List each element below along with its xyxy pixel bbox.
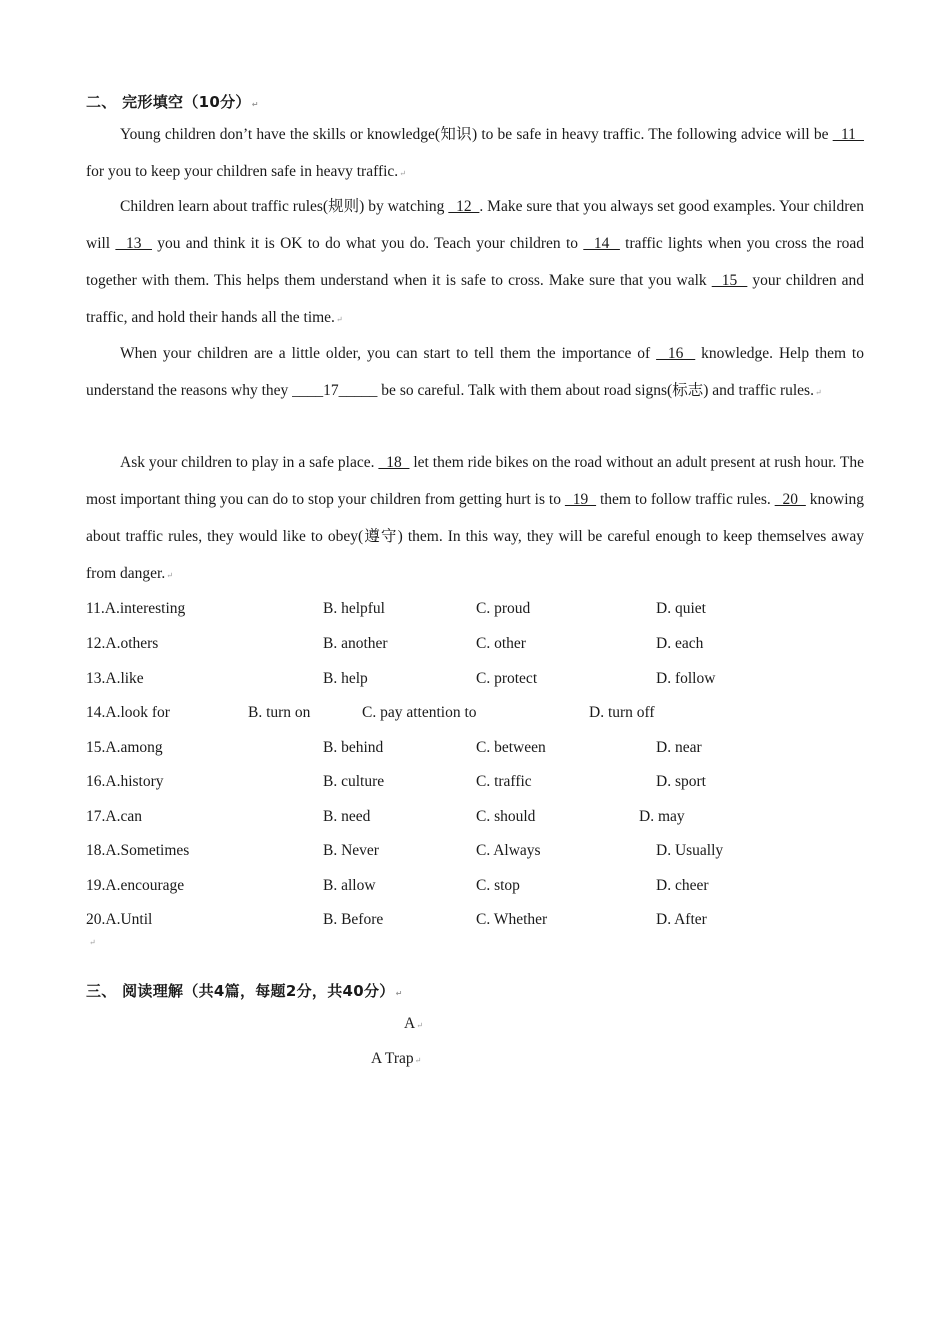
option-16-d: D. sport [656,773,706,790]
option-15-d: D. near [656,739,702,756]
p4-text-d: them to follow traffic rules. [596,491,775,508]
cloze-paragraph-3: When your children are a little older, you can start to tell them the importance of 16 knowledge. Help them to understand the reasons why they ____17_____ be so careful. Talk with them about road signs(标志) and traffic rules.↵ [86,345,864,399]
blank-16: 16 [656,345,696,362]
option-18-b: B. Never [323,842,379,859]
option-11-a: 11.A.interesting [86,600,186,617]
p2-text-f: your children and traffic, and hold their hands all the time. [86,272,865,326]
p2-text-e: traffic lights when you cross the road together with them. This helps them understand when it is safe to cross. Make sure that you walk [86,235,865,289]
option-12-a: 12.A.others [86,635,159,652]
option-14-d: D. turn off [589,704,655,721]
cloze-paragraph-2: Children learn about traffic rules(规则) by watching 12 . Make sure that you always set good examples. Your children will 13 you and think it is OK to do what you do. Teach your children to 14 traffic lights when you cross the road together with them. This helps them understand when it is safe to cross. Make sure that you walk 15 your children and traffic, and hold their hands all the time.↵ [86,198,865,326]
p3-text-c: knowledge. Help them to understand the reasons why they ____17_____ be so careful. Talk with them about road signs(标志) and traffic rules. [86,345,864,399]
option-16-c: C. traffic [476,773,532,790]
option-17-d: D. may [639,808,685,825]
option-15-b: B. behind [323,739,384,756]
option-16-a: 16.A.history [86,773,164,790]
blank-15: 15 [711,272,748,289]
option-20-d: D. After [656,911,707,928]
section-3-heading-text: 三、 阅读理解（共4篇，每题2分，共40分） [86,982,395,1000]
option-19-d: D. cheer [656,877,709,894]
option-18-c: C. Always [476,842,541,859]
option-17-a: 17.A.can [86,808,142,825]
p4-text-c: let them ride bikes on the road without an adult present at rush hour. The most important thing you can do to stop your children from getting hurt is to [86,454,865,508]
option-18-a: 18.A.Sometimes [86,842,190,859]
option-20-c: C. Whether [476,911,548,928]
paragraph-mark: ↵ [89,938,96,947]
option-12-b: B. another [323,635,388,652]
section-3-heading: 三、 阅读理解（共4篇，每题2分，共40分）↵ [86,982,403,1000]
p1-text-a: Young children don’t have the skills or knowledge(知识) to be safe in heavy traffic. The following advice will be [120,126,833,143]
option-19-c: C. stop [476,877,520,894]
option-12-c: C. other [476,635,526,652]
blank-13: 13 [115,235,152,252]
option-14-c: C. pay attention to [362,704,477,721]
option-13-b: B. help [323,670,368,687]
option-20-a: 20.A.Until [86,911,153,928]
blank-14: 14 [583,235,620,252]
option-14-b: B. turn on [248,704,311,721]
option-17-c: C. should [476,808,536,825]
option-11-d: D. quiet [656,600,706,617]
p2-text-c: . Make sure that you always set good examples. Your children will [86,198,864,252]
blank-11: 11 [832,126,864,143]
blank-18: 18 [378,454,410,471]
option-11-c: C. proud [476,600,531,617]
option-17-b: B. need [323,808,371,825]
option-15-a: 15.A.among [86,739,163,756]
option-18-d: D. Usually [656,842,724,859]
p1-text-c: for you to keep your children safe in heavy traffic. [86,163,399,180]
option-13-c: C. protect [476,670,538,687]
section-2-heading-text: 二、 完形填空（10分） [86,93,251,111]
p2-text-a: Children learn about traffic rules(规则) by watching [120,198,449,215]
option-15-c: C. between [476,739,546,756]
option-20-b: B. Before [323,911,384,928]
p2-text-d: you and think it is OK to do what you do. Teach your children to [152,235,584,252]
cloze-paragraph-4: Ask your children to play in a safe place. 18 let them ride bikes on the road without an adult present at rush hour. The most important thing you can do to stop your children from getting hurt is to 19 them to follow traffic rules. 20 knowing about traffic rules, they would like to obey(遵守) them. In this way, they will be careful enough to keep themselves away from danger.↵ [86,454,865,582]
blank-12: 12 [448,198,480,215]
passage-title-text: A Trap [371,1050,414,1067]
option-16-b: B. culture [323,773,385,790]
option-12-d: D. each [656,635,704,652]
option-19-a: 19.A.encourage [86,877,185,894]
option-11-b: B. helpful [323,600,385,617]
option-19-b: B. allow [323,877,376,894]
blank-20: 20 [774,491,806,508]
blank-19: 19 [564,491,597,508]
passage-title: A Trap↵ [371,1050,422,1067]
p3-text-a: When your children are a little older, you can start to tell them the importance of [120,345,657,362]
p4-text-e: knowing about traffic rules, they would like to obey(遵守) them. In this way, they will be careful enough to keep themselves away from danger. [86,491,865,582]
option-14-a: 14.A.look for [86,704,170,721]
cloze-paragraph-1: Young children don’t have the skills or knowledge(知识) to be safe in heavy traffic. The following advice will be 11 for you to keep your children safe in heavy traffic.↵ [86,126,864,180]
option-13-d: D. follow [656,670,716,687]
passage-letter-text: A [404,1015,416,1032]
p4-text-a: Ask your children to play in a safe place. [120,454,379,471]
passage-letter: A↵ [404,1015,423,1032]
option-13-a: 13.A.like [86,670,144,687]
section-2-heading: 二、 完形填空（10分）↵ [86,93,259,111]
